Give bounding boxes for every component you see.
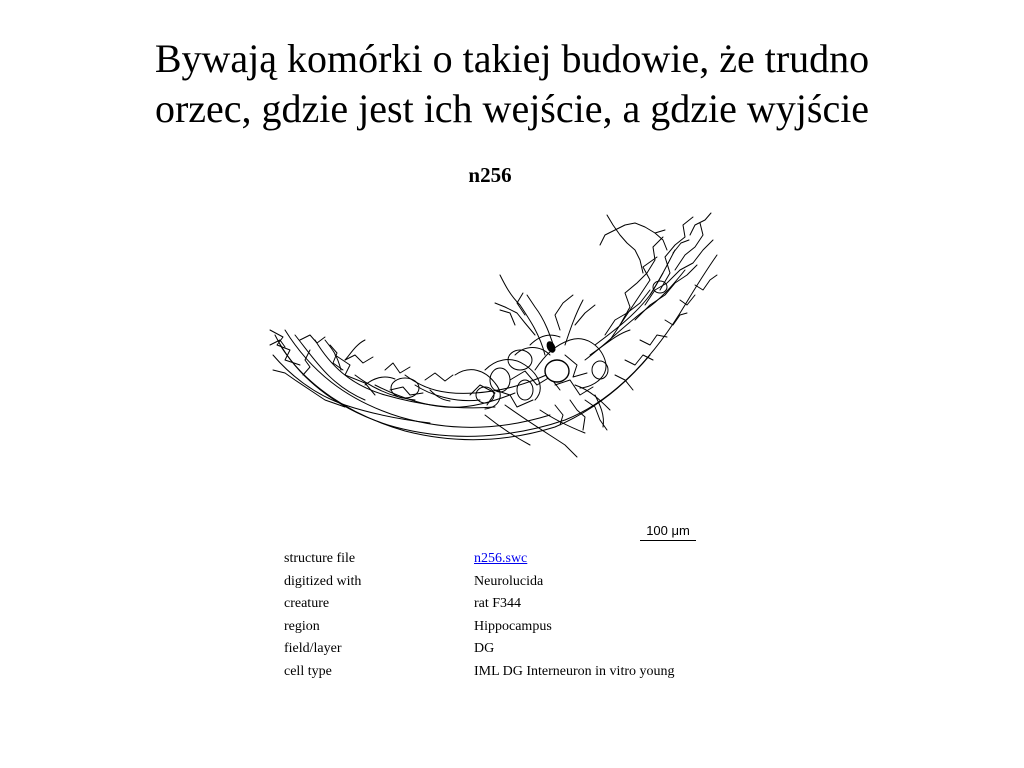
metadata-key: region	[284, 618, 320, 634]
metadata-row	[284, 548, 675, 571]
metadata-key: creature	[284, 596, 330, 612]
metadata-row	[284, 638, 675, 661]
metadata-row	[284, 616, 675, 639]
metadata-value: rat F344	[474, 596, 522, 612]
scale-bar	[640, 523, 696, 541]
metadata-key: digitized with	[284, 573, 362, 589]
scale-bar-line	[640, 540, 696, 541]
metadata-value: Hippocampus	[474, 618, 552, 634]
metadata-row	[284, 571, 675, 594]
structure-file-link[interactable]: n256.swc	[474, 551, 528, 566]
metadata-value: DG	[474, 641, 495, 657]
metadata-value: IML DG Interneuron in vitro young	[474, 663, 675, 679]
metadata-key: cell type	[284, 663, 332, 679]
metadata-key: field/layer	[284, 641, 342, 657]
neuron-morphology-drawing	[255, 195, 735, 470]
slide-title-line-1: Bywają komórki o takiej budowie, że trudno	[154, 36, 870, 81]
metadata-table	[284, 548, 675, 684]
scale-bar-label: 100 μm	[646, 523, 690, 538]
metadata-value: Neurolucida	[474, 573, 544, 589]
metadata-row	[284, 593, 675, 616]
metadata-row	[284, 661, 675, 684]
neuron-name: n256	[468, 163, 512, 187]
slide-title	[0, 34, 1024, 134]
slide-title-line-2: orzec, gdzie jest ich wejście, a gdzie wyjście	[154, 86, 870, 131]
metadata-key: structure file	[284, 551, 356, 566]
